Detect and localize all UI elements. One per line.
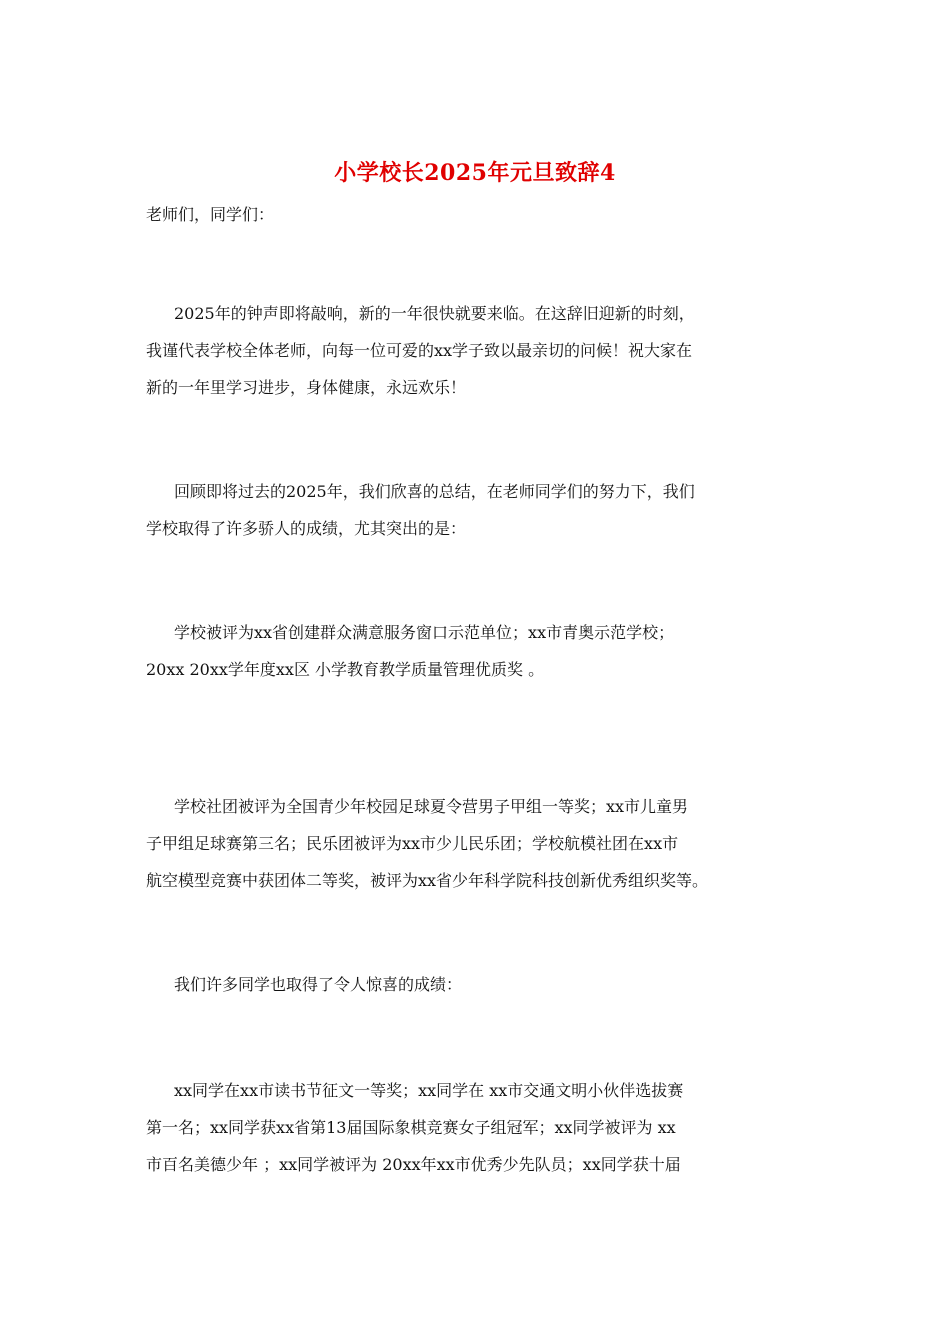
paragraph-line: 子甲组足球赛第三名；民乐团被评为xx市少儿民乐团；学校航模社团在xx市 (146, 834, 679, 853)
paragraph-5 (146, 966, 826, 1003)
paragraph-line: 我谨代表学校全体老师，向每一位可爱的xx学子致以最亲切的问候！祝大家在 (146, 341, 693, 360)
paragraph-line: 新的一年里学习进步，身体健康，永远欢乐！ (146, 378, 467, 397)
paragraph-line: 我们许多同学也取得了令人惊喜的成绩： (174, 975, 463, 994)
paragraph-line: 学校取得了许多骄人的成绩，尤其突出的是： (146, 519, 467, 538)
paragraph-3 (146, 614, 826, 688)
paragraph-line: 学校社团被评为全国青少年校园足球夏令营男子甲组一等奖；xx市儿童男 (174, 797, 689, 816)
document-title: 小学校长2025年元旦致辞4 (334, 160, 616, 186)
greeting: 老师们，同学们： (146, 205, 275, 224)
paragraph-line: 2025年的钟声即将敲响，新的一年很快就要来临。在这辞旧迎新的时刻， (174, 304, 695, 323)
paragraph-line: 20xx 20xx学年度xx区 小学教育教学质量管理优质奖 。 (146, 660, 545, 679)
paragraph-line: 第一名；xx同学获xx省第13届国际象棋竞赛女子组冠军；xx同学被评为 xx (146, 1118, 676, 1137)
paragraph-line: 学校被评为xx省创建群众满意服务窗口示范单位；xx市青奥示范学校； (174, 623, 675, 642)
paragraph-6 (146, 1072, 826, 1183)
paragraph-line: 回顾即将过去的2025年，我们欣喜的总结，在老师同学们的努力下，我们 (174, 482, 695, 501)
paragraph-1 (146, 295, 826, 406)
paragraph-2 (146, 473, 826, 547)
paragraph-4 (146, 788, 826, 899)
paragraph-line: 市百名美德少年 ；xx同学被评为 20xx年xx市优秀少先队员；xx同学获十届 (146, 1155, 681, 1174)
paragraph-line: xx同学在xx市读书节征文一等奖；xx同学在 xx市交通文明小伙伴选拔赛 (174, 1081, 684, 1100)
paragraph-line: 航空模型竞赛中获团体二等奖，被评为xx省少年科学院科技创新优秀组织奖等。 (146, 871, 709, 890)
